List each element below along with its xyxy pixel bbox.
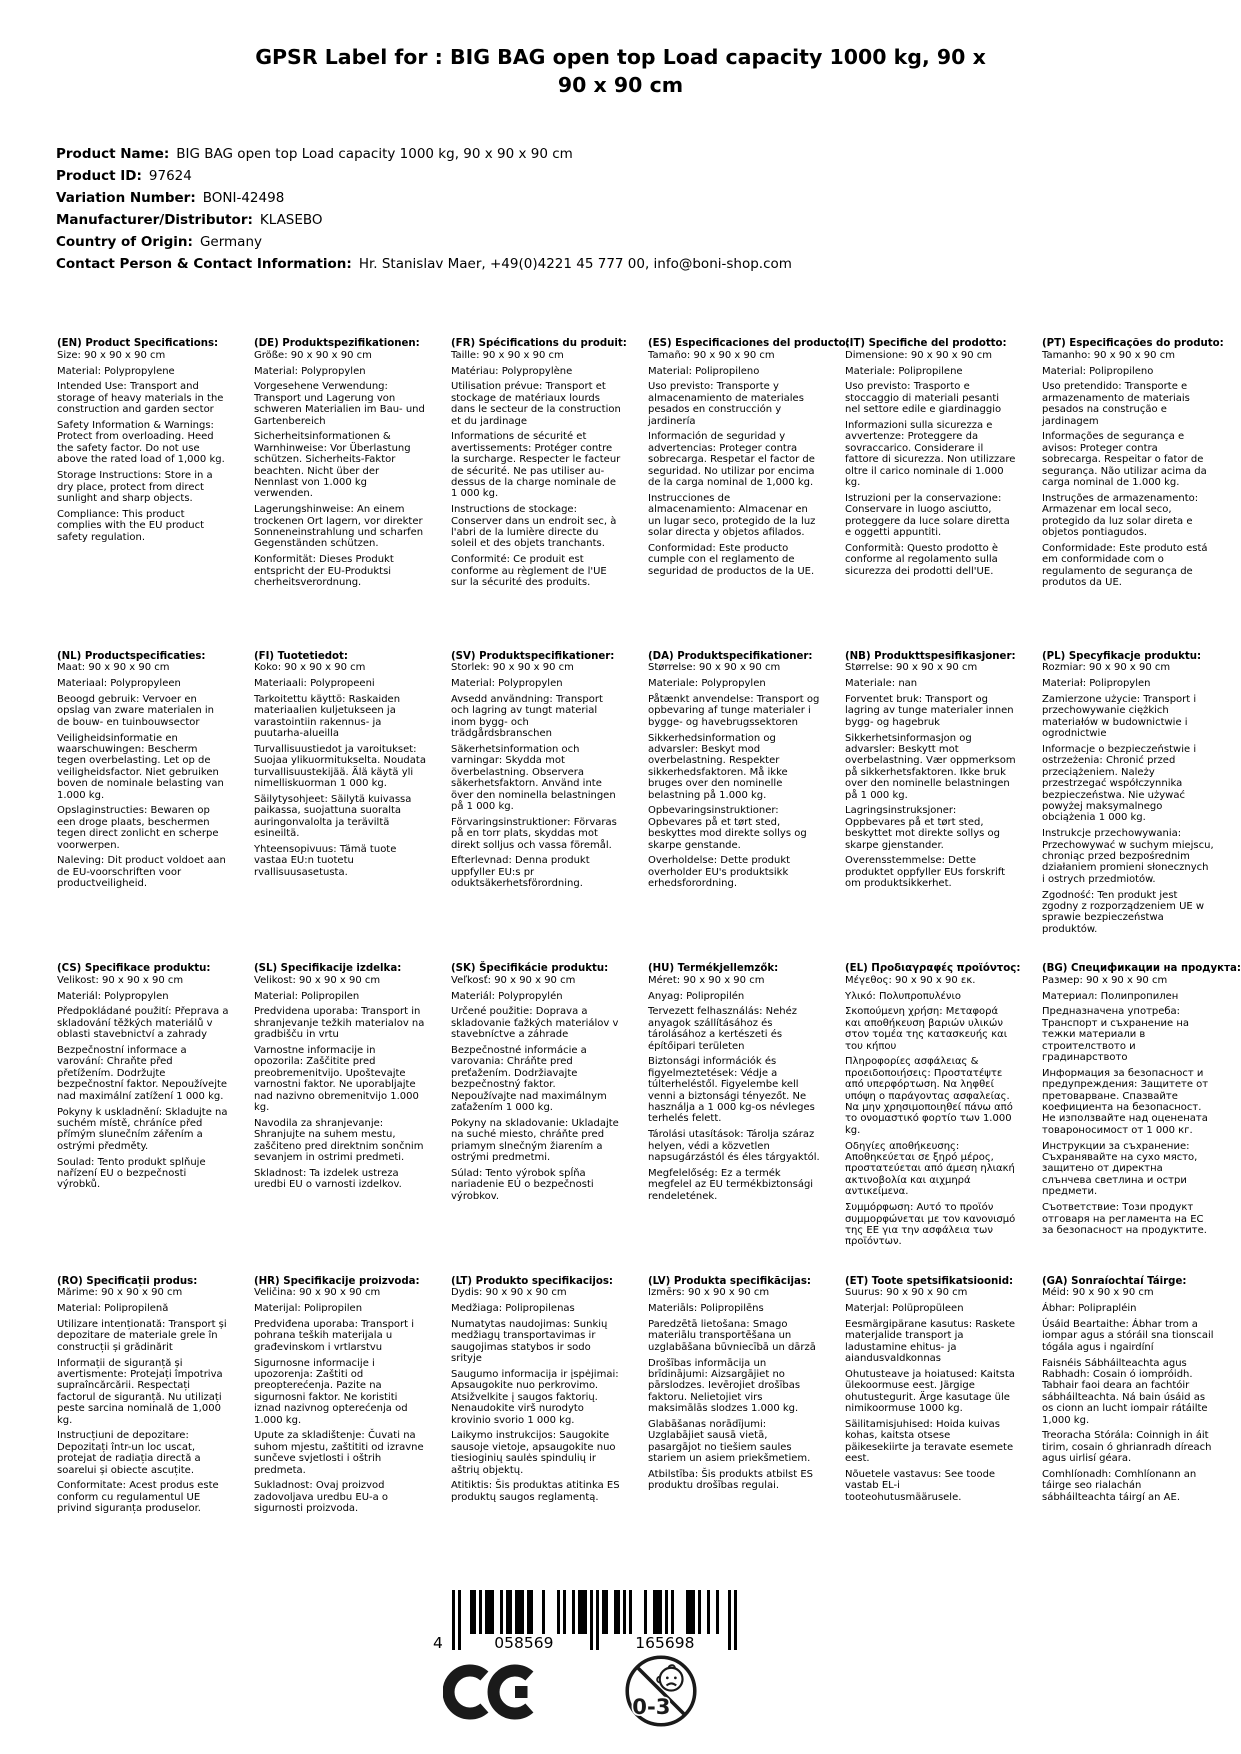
- spec-paragraph: Material: Polipropilen: [254, 990, 360, 1002]
- spec-block-title: (LT) Produkto specifikacijos:: [451, 1275, 613, 1287]
- spec-paragraph: Material: Polypropylen: [451, 678, 563, 690]
- spec-paragraph: Materiaali: Polypropeeni: [254, 678, 375, 690]
- spec-paragraph: Materiale: nan: [845, 678, 918, 690]
- spec-block-title: (SK) Špecifikácie produktu:: [451, 963, 609, 974]
- spec-paragraph: Opbevaringsinstruktioner: Opbevares på et tørt sted, beskyttes mod direkte sollys og skarpe genstande.: [648, 805, 807, 851]
- spec-paragraph: Materijal: Polipropilen: [254, 1303, 363, 1315]
- spec-paragraph: Compliance: This product complies with the EU product safety regulation.: [57, 508, 205, 543]
- spec-block-title: (PT) Especificações do produto:: [1042, 338, 1224, 349]
- spec-paragraph: Ohutusteave ja hoiatused: Kaitsta ülekoormuse eest. Järgige ohutustegurit. Ärge kasutage üle nimikoormuse 1000 kg.: [845, 1368, 1015, 1415]
- spec-paragraph: Dimensione: 90 x 90 x 90 cm: [845, 349, 992, 361]
- spec-paragraph: Predviđena uporaba: Transport i pohrana teških materijala u građevinskom i vrtlarstvu: [254, 1318, 415, 1353]
- spec-block-nb: [845, 651, 1017, 964]
- spec-block-pt: [1042, 338, 1224, 651]
- spec-paragraph: Информация за безопасност и предупреждения: Защитете от претоварване. Спазвайте коефициента на безопасност. Не използвайте над оценената товароносимост от 1 000 кг.: [1042, 1067, 1209, 1136]
- spec-paragraph: Informations de sécurité et avertissements: Protéger contre la surcharge. Respecter le facteur de sécurité. Ne pas utiliser au-dessus de la charge nominale de 1 000 kg.: [451, 431, 621, 500]
- spec-paragraph: Veiligheidsinformatie en waarschuwingen: Bescherm tegen overbelasting. Let op de veiligheidsfactor. Niet gebruiken boven de nominale belasting van 1.000 kg.: [57, 732, 224, 801]
- spec-block-it: [845, 338, 1017, 651]
- spec-paragraph: Navodila za shranjevanje: Shranjujte na suhem mestu, zaščiteno pred direktnim sončnim sevanjem in ostrimi predmeti.: [254, 1117, 424, 1164]
- spec-block-ga: [1042, 1276, 1214, 1589]
- spec-block-title: (EL) Προδιαγραφές προϊόντος:: [845, 963, 1021, 974]
- spec-paragraph: Anyag: Polipropilén: [648, 990, 745, 1002]
- spec-paragraph: Υλικό: Πολυπροπυλένιο: [845, 990, 962, 1002]
- spec-paragraph: Utilizare intenționată: Transport și depozitare de materiale grele în construcții și grădinărit: [57, 1318, 227, 1353]
- age-warning-label: 0-3: [632, 1693, 671, 1719]
- spec-paragraph: Съответствие: Този продукт отговаря на регламента на ЕС за безопасност на продуктите.: [1042, 1202, 1207, 1236]
- spec-paragraph: Uso previsto: Transporte y almacenamiento de materiales pesados en construcción y jardinería: [648, 381, 804, 427]
- spec-paragraph: Paredzētā lietošana: Smago materiālu transportēšana un uzglabāšana būvniecībā un dārzā: [648, 1318, 816, 1353]
- spec-paragraph: Naleving: Dit product voldoet aan de EU-voorschriften voor productveiligheid.: [57, 855, 226, 890]
- spec-paragraph: Pokyny k uskladnění: Skladujte na suchém místě, chráníce před přímým slunečním zářením a ostrými předměty.: [57, 1106, 228, 1152]
- spec-paragraph: Předpokládané použití: Přeprava a skladování těžkých materiálů v oblasti stavebnictví a zahrady: [57, 1006, 229, 1041]
- spec-paragraph: Úsáid Beartaithe: Ábhar trom a iompar agus a stóráil sna tionscail tógála agus i ngairdíní: [1042, 1318, 1214, 1353]
- spec-paragraph: Safety Information & Warnings: Protect from overloading. Heed the safety factor. Do not use above the rated load of 1,000 kg.: [57, 420, 225, 466]
- spec-paragraph: Upute za skladištenje: Čuvati na suhom mjestu, zaštititi od izravne sunčeve svjetlosti i oštrih predmeta.: [254, 1430, 424, 1476]
- spec-paragraph: Materiale: Polypropylen: [648, 678, 766, 690]
- baby-face-icon: [657, 1665, 683, 1690]
- spec-paragraph: Informações de segurança e avisos: Proteger contra sobrecarga. Respeitar o fator de segurança. Não utilizar acima da carga nominal de 1.000 kg.: [1042, 431, 1207, 489]
- spec-paragraph: Faisnéis Sábháilteachta agus Rabhadh: Cosain ó iompróidh. Tabhair faoi deara an fachtóir sábháilteachta. Ná bain úsáid as os cionn an lucht iompair rátáilte 1,000 kg.: [1042, 1357, 1208, 1426]
- spec-paragraph: Material: Polipropilenă: [57, 1303, 169, 1315]
- spec-paragraph: Utilisation prévue: Transport et stockage de matériaux lourds dans le secteur de la construction et du jardinage: [451, 381, 621, 427]
- spec-block-title: (CS) Specifikace produktu:: [57, 963, 211, 974]
- spec-block-title: (DA) Produktspecifikationer:: [648, 650, 813, 662]
- spec-paragraph: Conformità: Questo prodotto è conforme al regolamento sulla sicurezza dei prodotti dell'UE.: [845, 542, 999, 577]
- spec-paragraph: Materjal: Polüpropüleen: [845, 1303, 964, 1315]
- spec-paragraph: Turvallisuustiedot ja varoitukset: Suojaa ylikuormitukselta. Noudata turvallisuustekijää. Älä käytä yli nimelliskuorman 1 000 kg.: [254, 743, 426, 790]
- spec-block-hu: [648, 963, 820, 1276]
- barcode-digits-right: 165698: [602, 1634, 728, 1651]
- product-info-value: BONI-42498: [202, 190, 285, 206]
- spec-block-fr: [451, 338, 627, 651]
- spec-paragraph: Instrucțiuni de depozitare: Depozitați într-un loc uscat, protejat de radiația directă a soarelui și obiecte ascuțite.: [57, 1430, 201, 1476]
- product-info-label: Contact Person & Contact Information:: [56, 256, 352, 272]
- spec-paragraph: Materiale: Polipropilene: [845, 365, 963, 377]
- spec-paragraph: Σκοπούμενη χρήση: Μεταφορά και αποθήκευση βαριών υλικών στον τομέα της κατασκευής και του κήπου: [845, 1006, 1008, 1052]
- spec-paragraph: Instrukcje przechowywania: Przechowywać w suchym miejscu, chroniąc przed bezpośrednim działaniem promieni słonecznych i ostrych przedmiotów.: [1042, 828, 1214, 885]
- spec-paragraph: Lagerungshinweise: An einem trockenen Ort lagern, vor direkter Sonneneinstrahlung und scharfen Gegenständen schützen.: [254, 504, 424, 550]
- product-info-value: 97624: [148, 168, 192, 184]
- spec-paragraph: Treoracha Stórála: Coinnigh in áit tirim, cosain ó ghrianradh díreach agus uirlisí géara.: [1042, 1430, 1212, 1465]
- spec-paragraph: Instruções de armazenamento: Armazenar em local seco, protegido da luz solar direta e objetos pontiagudos.: [1042, 492, 1199, 539]
- spec-paragraph: Uso previsto: Trasporto e stoccaggio di materiali pesanti nel settore edile e giardinaggio: [845, 381, 1002, 416]
- spec-block-ro: [57, 1276, 229, 1589]
- spec-block-title: (PL) Specyfikacje produktu:: [1042, 650, 1202, 662]
- product-info-label: Product Name:: [56, 146, 170, 162]
- spec-block-title: (NL) Productspecificaties:: [57, 650, 206, 662]
- spec-paragraph: Storlek: 90 x 90 x 90 cm: [451, 662, 574, 674]
- product-info: [56, 143, 792, 275]
- spec-paragraph: Bezpečnostní informace a varování: Chraňte před přetížením. Dodržujte bezpečnostní faktor. Nepoužívejte nad maximální zatížení 1 000 kg.: [57, 1045, 228, 1102]
- barcode-bars: [452, 1590, 737, 1650]
- spec-paragraph: Forventet bruk: Transport og lagring av tunge materialer innen bygg- og hagebruk: [845, 693, 1014, 728]
- spec-paragraph: Bezpečnostné informácie a varovania: Chráňte pred preťažením. Dodržiavajte bezpečnostný faktor. Nepoužívajte nad maximálnym zaťažením 1 000 kg.: [451, 1045, 607, 1114]
- page-title: GPSR Label for : BIG BAG open top Load capacity 1000 kg, 90 x 90 x 90 cm: [255, 45, 986, 97]
- spec-paragraph: Materiāls: Polipropilēns: [648, 1303, 764, 1315]
- spec-paragraph: Atbilstība: Šis produkts atbilst ES produktu drošības regulai.: [648, 1469, 814, 1492]
- spec-paragraph: Pokyny na skladovanie: Ukladajte na suché miesto, chráňte pred priamym slnečným žiarením a ostrými predmetmi.: [451, 1117, 619, 1164]
- spec-paragraph: Instrucciones de almacenamiento: Almacenar en un lugar seco, protegido de la luz solar directa y objetos afilados.: [648, 492, 816, 539]
- spec-paragraph: Οδηγίες αποθήκευσης: Αποθηκεύεται σε ξηρό μέρος, προστατεύεται από άμεση ηλιακή ακτινοβολία και αιχμηρά αντικείμενα.: [845, 1140, 1015, 1198]
- spec-paragraph: Atitiktis: Šis produktas atitinka ES produktų saugos reglamentą.: [451, 1480, 620, 1503]
- spec-paragraph: Instructions de stockage: Conserver dans un endroit sec, à l'abri de la lumière directe du soleil et des objets tranchants.: [451, 504, 617, 550]
- spec-paragraph: Material: Polipropileno: [648, 365, 760, 377]
- product-info-value: Hr. Stanislav Maer, +49(0)4221 45 777 00, info@boni-shop.com: [358, 256, 792, 272]
- spec-paragraph: Ábhar: Poliprapléin: [1042, 1303, 1137, 1315]
- spec-paragraph: Predvidena uporaba: Transport in shranjevanje težkih materialov na gradbišču in vrtu: [254, 1006, 425, 1041]
- spec-block-title: (SL) Specifikacije izdelka:: [254, 963, 402, 974]
- spec-block-el: [845, 963, 1021, 1276]
- spec-block-title: (NB) Produkttspesifikasjoner:: [845, 650, 1016, 662]
- spec-grid: [57, 338, 1241, 1588]
- spec-block-et: [845, 1276, 1017, 1589]
- spec-paragraph: Laikymo instrukcijos: Saugokite sausoje vietoje, apsaugokite nuo tiesioginių saulės spindulių ir aštrių objektų.: [451, 1430, 616, 1476]
- spec-paragraph: Säilitamisjuhised: Hoida kuivas kohas, kaitsta otsese päikesekiirte ja teravate esemete eest.: [845, 1419, 1014, 1465]
- spec-paragraph: Varnostne informacije in opozorila: Zaščitite pred preobremenitvijo. Upoštevajte varnostni faktor. Ne uporabljajte nad nazivno obremenitvijo 1.000 kg.: [254, 1045, 419, 1114]
- spec-block-title: (ES) Especificaciones del producto:: [648, 338, 850, 349]
- spec-paragraph: Größe: 90 x 90 x 90 cm: [254, 349, 372, 361]
- spec-block-bg: [1042, 963, 1241, 1276]
- spec-paragraph: Tarkoitettu käyttö: Raskaiden materiaalien kuljetukseen ja varastointiin rakennus- ja puutarha-alueilla: [254, 693, 401, 740]
- spec-paragraph: Avsedd användning: Transport och lagring av tungt material inom bygg- och trädgårdsbranschen: [451, 693, 603, 740]
- spec-paragraph: Opslaginstructies: Bewaren op een droge plaats, beschermen tegen direct zonlicht en scherpe voorwerpen.: [57, 805, 219, 851]
- spec-paragraph: Materiał: Polipropylen: [1042, 678, 1151, 690]
- spec-paragraph: Инструкции за съхранение: Съхранявайте на сухо място, защитено от директна слънчева светлина и остри предмети.: [1042, 1140, 1198, 1198]
- spec-paragraph: Materiaal: Polypropyleen: [57, 678, 181, 690]
- spec-paragraph: Efterlevnad: Denna produkt uppfyller EU:s pr oduktsäkerhetsförordning.: [451, 855, 590, 890]
- spec-block-title: (EN) Product Specifications:: [57, 338, 219, 349]
- ean-barcode: [433, 1590, 737, 1650]
- spec-paragraph: Sigurnosne informacije i upozorenja: Zaštiti od preopterećenja. Pazite na sigurnosni faktor. Ne koristiti iznad nazivnog opterećenja od 1.000 kg.: [254, 1357, 408, 1426]
- spec-block-title: (FR) Spécifications du produit:: [451, 338, 627, 349]
- spec-paragraph: Tárolási utasítások: Tárolja száraz helyen, védi a közvetlen napsugárzástól és éles tárgyaktól.: [648, 1129, 820, 1164]
- spec-paragraph: Συμμόρφωση: Αυτό το προϊόν συμμορφώνεται με τον κανονισμό της ΕΕ για την ασφάλεια των προϊόντων.: [845, 1202, 1016, 1248]
- spec-paragraph: Súlad: Tento výrobok spĺňa nariadenie EÚ o bezpečnosti výrobkov.: [451, 1167, 594, 1202]
- ce-mark-icon: [443, 1663, 543, 1723]
- spec-paragraph: Maat: 90 x 90 x 90 cm: [57, 662, 170, 674]
- spec-block-lv: [648, 1276, 820, 1589]
- spec-paragraph: Konformität: Dieses Produkt entspricht der EU-Produktsi cherheitsverordnung.: [254, 554, 394, 589]
- spec-paragraph: Mărime: 90 x 90 x 90 cm: [57, 1287, 183, 1299]
- spec-paragraph: Soulad: Tento produkt splňuje nařízení EU o bezpečnosti výrobků.: [57, 1156, 206, 1191]
- spec-paragraph: Størrelse: 90 x 90 x 90 cm: [648, 662, 781, 674]
- product-info-label: Manufacturer/Distributor:: [56, 212, 253, 228]
- spec-paragraph: Material: Polypropylene: [57, 365, 175, 377]
- spec-paragraph: Conformidad: Este producto cumple con el reglamento de seguridad de productos de la UE.: [648, 542, 815, 577]
- product-info-line: [56, 165, 792, 187]
- spec-paragraph: Størrelse: 90 x 90 x 90 cm: [845, 662, 978, 674]
- spec-paragraph: Lagringsinstruksjoner: Oppbevares på et tørt sted, beskyttet mot direkte sollys og skarpe gjenstander.: [845, 805, 1000, 851]
- spec-paragraph: Overholdelse: Dette produkt overholder EU's produktsikk erhedsforordning.: [648, 855, 791, 890]
- spec-paragraph: Yhteensopivuus: Tämä tuote vastaa EU:n tuotetu rvallisuusasetusta.: [254, 844, 397, 878]
- spec-paragraph: Påtænkt anvendelse: Transport og opbevaring af tunge materialer i bygge- og havebrugssektoren: [648, 693, 820, 728]
- spec-paragraph: Material: Polypropylen: [254, 365, 366, 377]
- spec-paragraph: Conformité: Ce produit est conforme au règlement de l'UE sur la sécurité des produits.: [451, 554, 607, 589]
- spec-block-de: [254, 338, 426, 651]
- spec-paragraph: Material: Polipropileno: [1042, 365, 1154, 377]
- spec-paragraph: Velikost: 90 x 90 x 90 cm: [57, 974, 184, 986]
- spec-block-da: [648, 651, 820, 964]
- spec-block-title: (LV) Produkta specifikācijas:: [648, 1275, 811, 1287]
- barcode-digits-left: 058569: [461, 1634, 587, 1651]
- spec-block-sk: [451, 963, 623, 1276]
- spec-block-title: (FI) Tuotetiedot:: [254, 650, 348, 662]
- spec-paragraph: Intended Use: Transport and storage of heavy materials in the construction and garden sector: [57, 381, 224, 416]
- spec-paragraph: Размер: 90 x 90 x 90 cm: [1042, 974, 1168, 986]
- spec-paragraph: Suurus: 90 x 90 x 90 cm: [845, 1287, 968, 1299]
- spec-paragraph: Veľkosť: 90 x 90 x 90 cm: [451, 974, 576, 986]
- spec-paragraph: Beoogd gebruik: Vervoer en opslag van zware materialen in de bouw- en tuinbouwsector: [57, 693, 214, 728]
- spec-block-fi: [254, 651, 426, 964]
- spec-block-title: (DE) Produktspezifikationen:: [254, 338, 420, 349]
- product-info-line: [56, 209, 792, 231]
- spec-paragraph: Izmērs: 90 x 90 x 90 cm: [648, 1287, 770, 1299]
- product-info-line: [56, 187, 792, 209]
- spec-paragraph: Tamanho: 90 x 90 x 90 cm: [1042, 349, 1175, 361]
- spec-block-title: (ET) Toote spetsifikatsioonid:: [845, 1275, 1014, 1287]
- spec-paragraph: Méret: 90 x 90 x 90 cm: [648, 974, 765, 986]
- spec-paragraph: Overensstemmelse: Dette produktet oppfyller EUs forskrift om produktsikkerhet.: [845, 855, 1006, 890]
- spec-paragraph: Sikkerhedsinformation og advarsler: Beskyt mod overbelastning. Respekter sikkerhedsfaktoren. Må ikke bruges over den nominelle belastning på 1.000 kg.: [648, 732, 788, 801]
- spec-paragraph: Taille: 90 x 90 x 90 cm: [451, 349, 564, 361]
- spec-paragraph: Rozmiar: 90 x 90 x 90 cm: [1042, 662, 1171, 674]
- spec-block-sl: [254, 963, 426, 1276]
- product-info-label: Country of Origin:: [56, 234, 193, 250]
- spec-block-title: (HU) Termékjellemzők:: [648, 963, 779, 974]
- barcode-first-digit: 4: [433, 1634, 443, 1652]
- spec-paragraph: Förvaringsinstruktioner: Förvaras på en torr plats, skyddas mot direkt solljus och vassa föremål.: [451, 816, 617, 851]
- spec-paragraph: Comhlíonadh: Comhlíonann an táirge seo rialachán sábháilteachta táirgí an AE.: [1042, 1469, 1197, 1503]
- spec-paragraph: Numatytas naudojimas: Sunkių medžiagų transportavimas ir saugojimas statybos ir sodo srityje: [451, 1318, 608, 1365]
- spec-paragraph: Drošības informācija un brīdinājumi: Aizsargājiet no pārslodzes. Ievērojiet drošības faktoru. Nelietojiet virs maksimālās slodzes 1.000 kg.: [648, 1357, 801, 1415]
- spec-paragraph: Velikost: 90 x 90 x 90 cm: [254, 974, 381, 986]
- spec-paragraph: Dydis: 90 x 90 x 90 cm: [451, 1287, 567, 1299]
- spec-paragraph: Informazioni sulla sicurezza e avvertenze: Proteggere da sovraccarico. Considerare il fattore di sicurezza. Non utilizzare oltre il carico nominale di 1.000 kg.: [845, 420, 1016, 489]
- spec-paragraph: Säilytysohjeet: Säilytä kuivassa paikassa, suojattuna suoralta auringonvalolta ja teräviltä esineiltä.: [254, 794, 412, 840]
- product-info-value: Germany: [199, 234, 262, 250]
- product-info-line: [56, 231, 792, 253]
- spec-block-cs: [57, 963, 229, 1276]
- spec-paragraph: Medžiaga: Polipropilenas: [451, 1303, 575, 1315]
- spec-paragraph: Určené použitie: Doprava a skladovanie ťažkých materiálov v stavebníctve a záhrade: [451, 1006, 619, 1041]
- spec-block-title: (SV) Produktspecifikationer:: [451, 650, 615, 662]
- spec-paragraph: Eesmärgipärane kasutus: Raskete materjalide transport ja ladustamine ehitus- ja aiandusvaldkonnas: [845, 1318, 1016, 1365]
- spec-paragraph: Matériau: Polypropylène: [451, 365, 573, 377]
- spec-block-hr: [254, 1276, 426, 1589]
- spec-paragraph: Megfelelőség: Ez a termék megfelel az EU termékbiztonsági rendeletének.: [648, 1167, 814, 1202]
- spec-block-title: (HR) Specifikacije proizvoda:: [254, 1275, 420, 1287]
- spec-paragraph: Vorgesehene Verwendung: Transport und Lagerung von schweren Materialien im Bau- und Gartenbereich: [254, 381, 425, 427]
- spec-paragraph: Información de seguridad y advertencias: Proteger contra sobrecarga. Respetar el factor de seguridad. No utilizar por encima de la carga nominal de 1,000 kg.: [648, 431, 815, 489]
- product-info-label: Product ID:: [56, 168, 142, 184]
- spec-paragraph: Sukladnost: Ovaj proizvod zadovoljava uredbu EU-a o sigurnosti proizvoda.: [254, 1480, 389, 1515]
- spec-block-title: (GA) Sonraíochtaí Táirge:: [1042, 1275, 1187, 1287]
- spec-paragraph: Материал: Полипропилен: [1042, 990, 1179, 1002]
- spec-paragraph: Materiál: Polypropylen: [57, 990, 169, 1002]
- spec-paragraph: Biztonsági információk és figyelmeztetések: Védje a túlterheléstől. Figyelembe kell venni a biztonsági tényezőt. Ne használja a 1 000 kg-os névleges terhelés felett.: [648, 1056, 815, 1125]
- spec-block-lt: [451, 1276, 623, 1589]
- spec-paragraph: Glabāšanas norādījumi: Uzglabājiet sausā vietā, pasargājot no tiešiem saules stariem un asiem priekšmetiem.: [648, 1419, 811, 1465]
- spec-paragraph: Предназначена употреба: Транспорт и съхранение на тежки материали в строителството и градинарството: [1042, 1006, 1189, 1063]
- product-info-value: KLASEBO: [259, 212, 323, 228]
- age-warning-0-3-icon: [623, 1653, 699, 1729]
- spec-paragraph: Méid: 90 x 90 x 90 cm: [1042, 1287, 1154, 1299]
- spec-paragraph: Veličina: 90 x 90 x 90 cm: [254, 1287, 381, 1299]
- spec-paragraph: Tervezett felhasználás: Nehéz anyagok szállításához és tárolásához a kertészeti és építőipari területen: [648, 1006, 798, 1052]
- spec-paragraph: Size: 90 x 90 x 90 cm: [57, 349, 166, 361]
- spec-block-title: (IT) Specifiche del prodotto:: [845, 338, 1007, 349]
- spec-paragraph: Πληροφορίες ασφάλειας & προειδοποιήσεις: Προστατέψτε από υπερφόρτωση. Να ληφθεί υπόψη ο παράγοντας ασφαλείας. Να μην χρησιμοποιηθεί πάνω από το ονομαστικό φορτίο των 1.000 kg.: [845, 1056, 1013, 1136]
- spec-paragraph: Informații de siguranță și avertismente: Protejați împotriva supraîncărcării. Respectați factorul de siguranță. Nu utilizați peste sarcina nominală de 1,000 kg.: [57, 1357, 223, 1426]
- product-info-line: [56, 143, 792, 165]
- spec-paragraph: Zgodność: Ten produkt jest zgodny z rozporządzeniem UE w sprawie bezpieczeństwa produktów.: [1042, 889, 1205, 935]
- spec-paragraph: Sicherheitsinformationen & Warnhinweise: Vor Überlastung schützen. Sicherheits-Faktor beachten. Nicht über der Nennlast von 1.000 kg verwenden.: [254, 431, 411, 500]
- spec-paragraph: Istruzioni per la conservazione: Conservare in luogo asciutto, proteggere da luce solare diretta e oggetti appuntiti.: [845, 492, 1010, 539]
- spec-paragraph: Nõuetele vastavus: See toode vastab EL-i tooteohutusmäärusele.: [845, 1469, 996, 1503]
- spec-paragraph: Skladnost: Ta izdelek ustreza uredbi EU o varnosti izdelkov.: [254, 1167, 402, 1191]
- spec-paragraph: Conformidade: Este produto está em conformidade com o regulamento de segurança de produtos da UE.: [1042, 542, 1208, 589]
- spec-paragraph: Μέγεθος: 90 x 90 x 90 εκ.: [845, 974, 976, 986]
- spec-block-title: (BG) Спецификации на продукта:: [1042, 963, 1241, 974]
- spec-block-sv: [451, 651, 623, 964]
- spec-paragraph: Sikkerhetsinformasjon og advarsler: Beskytt mot overbelastning. Vær oppmerksom på sikkerhetsfaktoren. Ikke bruk over den nominelle belastningen på 1 000 kg.: [845, 732, 1016, 801]
- spec-paragraph: Informacje o bezpieczeństwie i ostrzeżenia: Chronić przed przeciążeniem. Należy przestrzegać współczynnika bezpieczeństwa. Nie używać powyżej maksymalnego obciążenia 1 000 kg.: [1042, 743, 1197, 824]
- spec-paragraph: Saugumo informacija ir įspėjimai: Apsaugokite nuo perkrovimo. Atsižvelkite į saugos faktorių. Nenaudokite virš nurodyto krovinio svorio 1 000 kg.: [451, 1368, 619, 1426]
- spec-paragraph: Tamaño: 90 x 90 x 90 cm: [648, 349, 775, 361]
- spec-block-es: [648, 338, 850, 651]
- spec-block-nl: [57, 651, 229, 964]
- spec-block-en: [57, 338, 229, 651]
- spec-block-pl: [1042, 651, 1214, 964]
- product-info-label: Variation Number:: [56, 190, 196, 206]
- spec-paragraph: Conformitate: Acest produs este conform cu regulamentul UE privind siguranța produselor.: [57, 1480, 219, 1515]
- product-info-line: [56, 253, 792, 275]
- spec-paragraph: Materiál: Polypropylén: [451, 990, 563, 1002]
- spec-block-title: (RO) Specificații produs:: [57, 1275, 198, 1287]
- spec-paragraph: Koko: 90 x 90 x 90 cm: [254, 662, 366, 674]
- product-info-value: BIG BAG open top Load capacity 1000 kg, 90 x 90 x 90 cm: [176, 146, 573, 162]
- spec-paragraph: Säkerhetsinformation och varningar: Skydda mot överbelastning. Observera säkerhetsfaktorn. Använd inte över den nominella belastningen på 1 000 kg.: [451, 743, 616, 812]
- spec-paragraph: Uso pretendido: Transporte e armazenamento de materiais pesados na construção e jardinagem: [1042, 381, 1190, 427]
- spec-paragraph: Storage Instructions: Store in a dry place, protect from direct sunlight and sharp objects.: [57, 470, 213, 504]
- spec-paragraph: Zamierzone użycie: Transport i przechowywanie ciężkich materiałów w budownictwie i ogrodnictwie: [1042, 693, 1197, 740]
